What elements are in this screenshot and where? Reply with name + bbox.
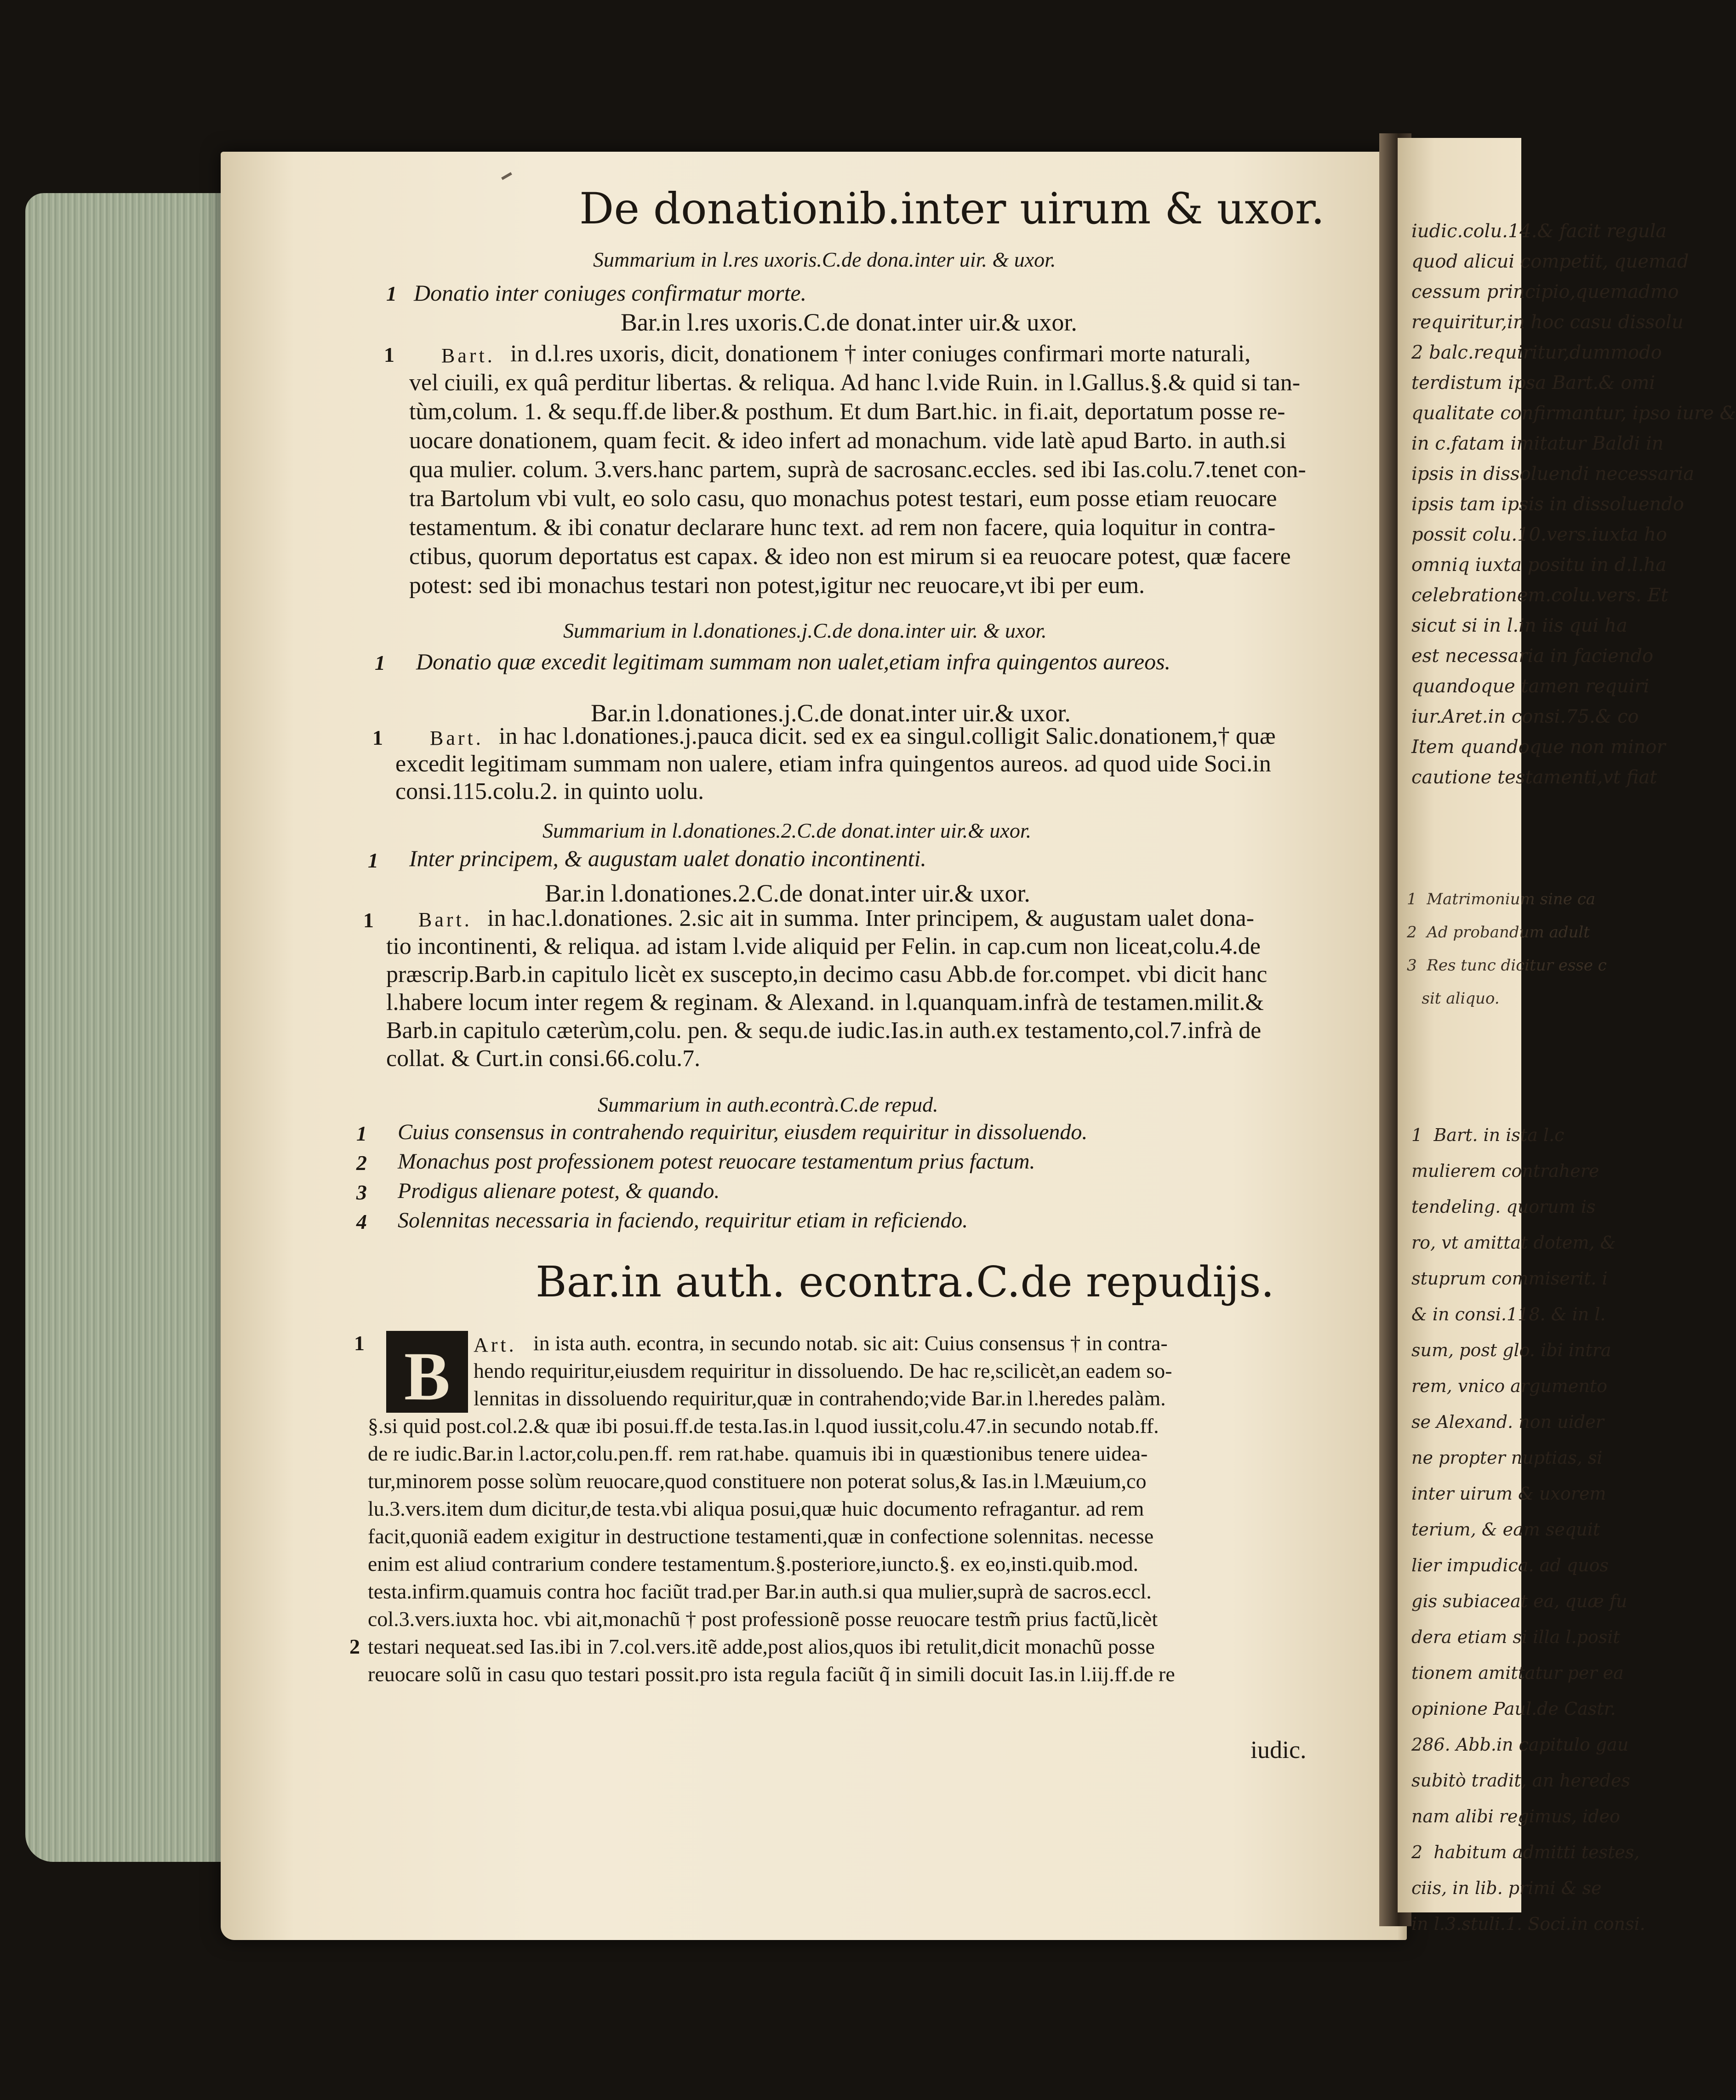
summary-title-3: Summarium in l.donationes.2.C.de donat.inter uir.& uxor.	[542, 819, 1032, 842]
book-fore-edge	[25, 193, 228, 1862]
paragraph-lead: Bart.	[418, 908, 472, 931]
summary-item-number: 1	[386, 282, 397, 305]
text-line: tra Bartolum vbi vult, eo solo casu, quo monachus potest testari, eum posse etiam reuocare	[409, 485, 1277, 512]
summary-item-number: 3	[356, 1181, 367, 1204]
text-line: in ista auth. econtra, in secundo notab. sic ait: Cuius consensus † in contra-	[533, 1331, 1168, 1355]
right-page	[1398, 138, 1736, 1934]
summary-item-text: Solennitas necessaria in faciendo, requiritur etiam in reficiendo.	[398, 1208, 968, 1233]
summary-item-number: 1	[356, 1122, 367, 1145]
page-title: De donationib.inter uirum & uxor.	[579, 184, 1325, 234]
section-heading: Bar.in l.donationes.2.C.de donat.inter uir.& uxor.	[545, 879, 1030, 907]
summary-item-text: Donatio quæ excedit legitimam summam non ualet,etiam infra quingentos aureos.	[416, 649, 1171, 674]
text-line: consi.115.colu.2. in quinto uolu.	[395, 778, 704, 805]
summary-item-number: 1	[375, 651, 385, 674]
right-page-column-top: iudic.colu.14.& facit regula quod alicui competit, quemad cessum principio,quemadmo requiritur,in hoc casu dissolu 2 balc.requiritur,dummodo terdistum ipsa Bart.& omi qualitate confirmantur, ipso iure & in c.fatam imitatur Baldi in ipsis in dissoluendi necessaria ipsis tam ipsis in dissoluendo possit colu.10.vers.iuxta ho omniq iuxta positu in d.l.ha celebrationem.colu.vers. Et sicut si in l.in iis qui ha est necessaria in faciendo quandoque tamen requiri iur.Aret.in consi.75.& co Item quandoque non minor cautione testamenti,vt fiat	[1411, 221, 1736, 788]
initial-letter: B	[404, 1338, 451, 1415]
summary-item-text: Inter principem, & augustam ualet donatio incontinenti.	[409, 845, 926, 871]
text-line: testa.infirm.quamuis contra hoc faciũt trad.per Bar.in auth.si qua mulier,suprà de sacros.eccl.	[368, 1580, 1152, 1603]
text-line: vel ciuili, ex quâ perditur libertas. & reliqua. Ad hanc l.vide Ruin. in l.Gallus.§.& quid si tan-	[409, 370, 1301, 396]
text-line: præscrip.Barb.in capitulo licèt ex suscepto,in decimo casu Abb.de for.compet. vbi dicit hanc	[386, 961, 1268, 987]
text-line: collat. & Curt.in consi.66.colu.7.	[386, 1045, 701, 1072]
paragraph-number: 1	[384, 343, 394, 366]
text-line: testamentum. & ibi conatur declarare hunc text. ad rem non facere, quia loquitur in contra-	[409, 514, 1276, 541]
text-line: tùm,colum. 1. & sequ.ff.de liber.& posthum. Et dum Bart.hic. in fi.ait, deportatum posse re-	[409, 399, 1285, 425]
text-line: col.3.vers.iuxta hoc. vbi ait,monachũ † post professionẽ posse reuocare testm̃ prius factũ,licèt	[368, 1607, 1158, 1631]
text-line: testari nequeat.sed Ias.ibi in 7.col.vers.itẽ adde,post alios,quos ibi retulit,dicit monachũ posse	[368, 1635, 1155, 1658]
text-line: excedit legitimam summam non ualere, etiam infra quingentos aureos. ad quod uide Soci.in	[395, 751, 1271, 777]
text-line: lu.3.vers.item dum dicitur,de testa.vbi aliqua posui,quæ huic documento refragantur. ad rem	[368, 1497, 1144, 1520]
paragraph-number: 1	[354, 1331, 365, 1355]
section-heading: Bar.in l.donationes.j.C.de donat.inter uir.& uxor.	[591, 699, 1071, 727]
text-line: hendo requiritur,eiusdem requiritur in dissoluendo. De hac re,scilicèt,an eadem so-	[474, 1359, 1172, 1382]
paragraph-lead: Art.	[474, 1334, 517, 1356]
text-line: de re iudic.Bar.in l.actor,colu.pen.ff. rem rat.habe. quamuis ibi in quæstionibus tenere uidea-	[368, 1442, 1148, 1465]
paragraph-lead: Bart.	[430, 727, 484, 749]
summary-item-text: Prodigus alienare potest, & quando.	[398, 1179, 720, 1203]
text-line: ctibus, quorum deportatus est capax. & ideo non est mirum si ea reuocare potest, quæ facere	[409, 543, 1291, 570]
summary-item-number: 1	[368, 849, 378, 872]
text-line: reuocare solũ in casu quo testari possit.pro ista regula faciũt q̃ in simili docuit Ias.in l.iij.ff.de re	[368, 1662, 1175, 1686]
text-line: potest: sed ibi monachus testari non potest,igitur nec reuocare,vt ibi per eum.	[409, 572, 1145, 599]
right-page-summary: 1 Matrimonium sine ca 2 Ad probandum adult 3 Res tunc dicitur esse c sit aliquo.	[1407, 890, 1607, 1008]
paragraph-lead: Bart.	[441, 344, 495, 367]
text-line: Barb.in capitulo cæterùm,colu. pen. & sequ.de iudic.Ias.in auth.ex testamento,col.7.infrà de	[386, 1017, 1262, 1044]
summary-title-1: Summarium in l.res uxoris.C.de dona.inter uir. & uxor.	[593, 248, 1056, 271]
paragraph-number: 1	[363, 908, 374, 932]
text-line: l.habere locum inter regem & reginam. & Alexand. in l.quanquam.infrà de testamen.milit.&	[386, 989, 1264, 1016]
text-line: lennitas in dissoluendo requiritur,quæ in contrahendo;vide Bar.in l.heredes palàm.	[474, 1387, 1166, 1410]
text-line: uocare donationem, quam fecit. & ideo infert ad monachum. vide latè apud Barto. in auth.si	[409, 428, 1286, 454]
text-line: §.si quid post.col.2.& quæ ibi posui.ff.de testa.Ias.in l.quod iussit,colu.47.in secundo notab.ff.	[368, 1414, 1159, 1438]
text-line: tur,minorem posse solùm reuocare,quod constituere non poterat solus,& Ias.in l.Mæuium,co	[368, 1469, 1147, 1493]
decorated-initial	[386, 1331, 468, 1413]
summary-title-4: Summarium in auth.econtrà.C.de repud.	[598, 1093, 938, 1116]
text-line: in hac.l.donationes. 2.sic ait in summa. Inter principem, & augustam ualet dona-	[487, 905, 1254, 931]
main-heading: Bar.in auth. econtra.C.de repudijs.	[536, 1257, 1274, 1307]
text-line: qua mulier. colum. 3.vers.hanc partem, suprà de sacrosanc.eccles. sed ibi Ias.colu.7.tenet con-	[409, 457, 1306, 483]
summary-title-2: Summarium in l.donationes.j.C.de dona.inter uir. & uxor.	[563, 619, 1047, 642]
text-line: facit,quoniã eadem exigitur in destructione testamenti,quæ in confectione solennitas. necesse	[368, 1524, 1154, 1548]
paragraph-number: 1	[372, 726, 383, 749]
summary-item-number: 4	[356, 1210, 367, 1233]
paragraph-number: 2	[349, 1635, 360, 1658]
text-line: enim est aliud contrarium condere testamentum.§.posteriore,iuncto.§. ex eo,insti.quib.mod.	[368, 1552, 1139, 1575]
section-heading: Bar.in l.res uxoris.C.de donat.inter uir.& uxor.	[621, 308, 1077, 336]
summary-item-text: Donatio inter coniuges confirmatur morte.	[414, 280, 807, 306]
text-line: tio incontinenti, & reliqua. ad istam l.vide aliquid per Felin. in cap.cum non liceat,colu.4.de	[386, 933, 1261, 959]
text-line: in d.l.res uxoris, dicit, donationem † inter coniuges confirmari morte naturali,	[510, 341, 1251, 367]
right-page-column-bottom: 1 Bart. in ista l.c mulierem contrahere tendeling. quorum is ro, vt amittat dotem, & stuprum commiserit. i & in consi.118. & in l. sum, post glo. ibi intra rem, vnico argumento se Alexand. non uider ne propter nuptias, si inter uirum & uxorem terium, & eam sequit lier impudica. ad quos gis subiaceat ea, quæ fu dera etiam si illa l.posit tionem amittatur per ea opinione Paul.de Castr. 286. Abb.in capitulo gau subitò tradit, an heredes nam alibi regimus, ideo 2 habitum admitti testes, ciis, in lib. primi & se in l.3.stuli.1. Soci.in consi.	[1411, 1125, 1645, 1934]
summary-item-number: 2	[356, 1151, 367, 1175]
summary-item-text: Monachus post professionem potest reuocare testamentum prius factum.	[398, 1149, 1035, 1174]
summary-item-text: Cuius consensus in contrahendo requiritur, eiusdem requiritur in dissoluendo.	[398, 1120, 1088, 1144]
text-line: in hac l.donationes.j.pauca dicit. sed ex ea singul.colligit Salic.donationem,† quæ	[499, 723, 1276, 749]
catchword: iudic.	[1251, 1736, 1307, 1763]
